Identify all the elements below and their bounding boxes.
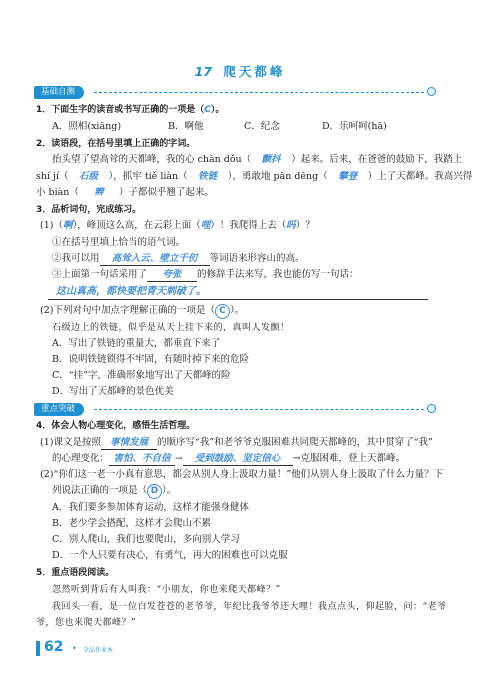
q4-option-d: D．一个人只要有决心，有勇气，再大的困难也可以克服 [52,550,288,561]
q1-option-d: D．乐呵呵(hā) [322,121,387,132]
q1-answer: C [204,105,211,115]
q5-paragraph-2: 我回头一看，是一位白发苍苍的老爷爷，年纪比我爷爷还大哩！我点点头，仰起脸，问：“老爷 [52,602,447,612]
footer-separator: • [72,644,77,653]
section-divider [94,409,424,410]
q5-paragraph-2-cont: 爷，您也来爬天都峰？” [36,618,137,628]
q2-answer-3: 铁链 [198,171,218,182]
q3-rewrite-line: 这山真高，都快要把青天刺破了。 [48,284,428,300]
q3-sub-2: ②我可以用 高耸入云、壁立千仞 等词语来形容山的高。 [52,253,305,264]
section-end-circle-icon [427,87,436,96]
q2-answer-1: 颤抖 [261,154,281,165]
q2-line-2: shí jí（ 石级 ），抓牢 tiě liàn（ 铁链 ），勇敢地 pān dēng（ 攀登 ）上了天都峰。我高兴得 [36,171,473,182]
q3-part2: (2)下列对句中加点字理解正确的一项是（ C ）。 [40,304,244,319]
q3-sub-3: ③上面第一句话采用了 夸张 的修辞手法来写，我也能仿写一句话： [52,269,359,280]
q2-stem: 2．读语段，在括号里填上正确的字词。 [36,139,196,149]
q4-part2-line1: (2)“你们这一老一小真有意思，都会从别人身上汲取力量！”他们从别人身上汲取了什么力量？下 [40,469,444,480]
q1-stem: 1．下面生字的读音或书写正确的一项是（C）。 [36,105,225,115]
q4-stem: 4．体会人物心理变化，感悟生活哲理。 [36,421,196,431]
q4-part2-line2: 列说法正确的一项是（ D ）。 [52,484,176,499]
page-number: 62 [44,639,64,655]
q4-option-a: A．我们要多参加体育运动，这样才能强身健体 [52,502,249,513]
q3-option-d: D．写出了天都峰的景色优美 [52,386,174,397]
q3-quote: 石级边上的铁链，似乎是从天上挂下来的，真叫人发颤！ [52,323,290,333]
q2-answer-2: 石级 [79,171,99,182]
q3-option-a: A．写出了铁链的重量大，都垂直下来了 [52,338,221,349]
q2-line-3: 小 biàn（ 辫 ）子都似乎翘了起来。 [36,187,214,198]
q4-part1-line1: (1)课文是按照 事情发展 的顺序写“我”和老爷爷克服困难共同爬天都峰的，其中贯穿了“我” [40,437,433,448]
section-divider [94,92,424,93]
q3-answer-3: 吗 [286,220,296,231]
q4-option-b: B．老少学会搭配，这样才会爬山不累 [52,518,211,529]
q3-option-c: C．“挂”字，准确形象地写出了天都峰的险 [52,370,231,381]
footer-book-name: 全品作业本 [83,647,114,654]
lesson-title [0,62,480,80]
q4-option-c: C．别人爬山，我们也要爬山，多向别人学习 [52,534,240,545]
q4-answer-mood1: 害怕、不自信 [109,453,175,466]
q3-answer-2: 哩 [200,220,211,231]
q3-part2-answer: C [215,304,230,319]
q3-answer-1: 啊 [62,220,73,231]
q4-part2-answer: D [147,484,162,499]
lesson-number: 17 [194,64,213,79]
q2-answer-4: 攀登 [338,171,358,182]
q1-option-b: B．啊他 [168,121,204,132]
q5-paragraph-1: 忽然听到背后有人叫我：“小朋友，你也来爬天都峰？” [52,585,281,595]
q4-part1-line2: 的心理变化： 害怕、不自信 → 受到鼓励、坚定信心 →克服困难，登上天都峰。 [52,453,406,464]
section-focus-label: 重点突破 [34,403,84,416]
q3-part1: (1)（啊），峰顶这么高，在云彩上面（哩）！我爬得上去（吗）？ [40,220,315,231]
section-focus-header [34,403,436,416]
lesson-name: 爬天都峰 [223,64,286,79]
q2-answer-5: 辫 [94,187,104,198]
q3-sub-1: ①在括号里填上恰当的语气词。 [52,237,186,248]
q2-line-1: 抬头望了望高耸的天都峰，我的心 chàn dǒu（ 颤抖 ）起来。后来，在爸爸的鼓励下，我踏上 [52,154,463,165]
q1-option-c: C．纪念 [244,121,280,132]
q3-option-b: B．说明铁链锁得不牢固，有随时掉下来的危险 [52,354,249,365]
arrow-icon: → [175,454,183,464]
q4-answer-mood2: 受到鼓励、坚定信心 [183,453,293,466]
q3-sub3-answer: 夸张 [147,269,197,282]
footer-accent-bar [36,641,40,656]
section-basic-label: 基础自测 [34,86,84,99]
section-basic-header [34,86,436,99]
q1-option-a: A．照相(xiāng) [52,121,122,132]
q3-stem: 3．品析词句，完成练习。 [36,205,142,215]
q4-answer-order: 事情发展 [101,437,157,450]
q3-sub2-answer: 高耸入云、壁立千仞 [100,253,210,266]
section-end-circle-icon [427,404,436,413]
q5-stem: 5．重点语段阅读。 [36,568,115,578]
